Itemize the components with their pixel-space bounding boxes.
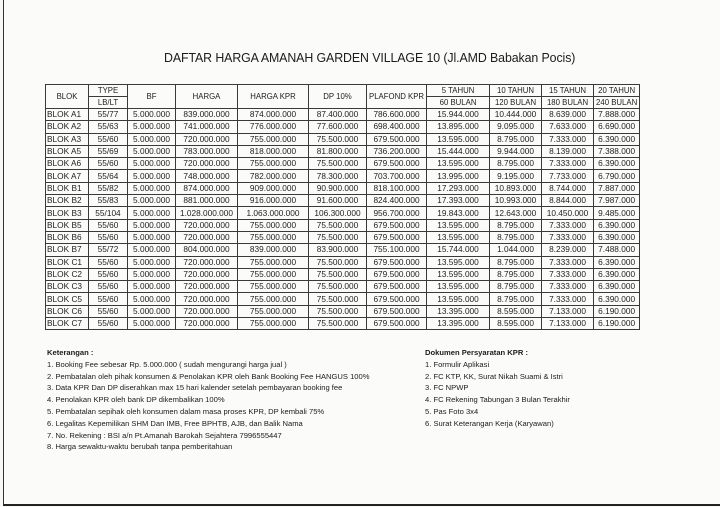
cell-15-tahun: 8.844.000 (542, 195, 594, 207)
cell-dp: 75.500.000 (309, 268, 367, 280)
cell-harga: 783.000.000 (176, 145, 238, 157)
cell-type: 55/63 (89, 121, 128, 133)
table-row (46, 109, 640, 121)
cell-15-tahun: 8.639.000 (542, 109, 594, 121)
cell-10-tahun: 8.795.000 (490, 281, 542, 293)
cell-plafond: 698.400.000 (367, 121, 427, 133)
cell-bf: 5.000.000 (128, 109, 176, 121)
cell-type: 55/60 (89, 133, 128, 145)
col-header-10-tahun: 10 TAHUN (490, 85, 542, 97)
cell-blok: BLOK C5 (46, 293, 89, 305)
col-header-60-bulan: 60 BULAN (427, 97, 490, 109)
cell-bf: 5.000.000 (128, 121, 176, 133)
cell-type: 55/60 (89, 231, 128, 243)
col-header-20-tahun: 20 TAHUN (594, 85, 640, 97)
col-header-240-bulan: 240 BULAN (594, 97, 640, 109)
cell-dp: 75.500.000 (309, 281, 367, 293)
cell-plafond: 786.600.000 (367, 109, 427, 121)
table-row (46, 256, 640, 268)
cell-10-tahun: 8.795.000 (490, 231, 542, 243)
cell-bf: 5.000.000 (128, 145, 176, 157)
table-row (46, 158, 640, 170)
cell-5-tahun: 13.595.000 (427, 281, 490, 293)
cell-20-tahun: 7.488.000 (594, 244, 640, 256)
cell-harga: 839.000.000 (176, 109, 238, 121)
cell-bf: 5.000.000 (128, 244, 176, 256)
cell-10-tahun: 1.044.000 (490, 244, 542, 256)
cell-bf: 5.000.000 (128, 182, 176, 194)
cell-10-tahun: 10.893.000 (490, 182, 542, 194)
cell-blok: BLOK A2 (46, 121, 89, 133)
cell-plafond: 679.500.000 (367, 256, 427, 268)
cell-type: 55/69 (89, 145, 128, 157)
col-header-harga: HARGA (176, 85, 238, 109)
cell-15-tahun: 7.133.000 (542, 305, 594, 317)
cell-dp: 77.600.000 (309, 121, 367, 133)
cell-plafond: 679.500.000 (367, 293, 427, 305)
cell-harga-kpr: 755.000.000 (238, 318, 309, 330)
cell-15-tahun: 7.333.000 (542, 293, 594, 305)
note-item: 7. No. Rekening : BSI a/n Pt.Amanah Barokah Sejahtera 7996555447 (47, 430, 282, 440)
cell-20-tahun: 6.390.000 (594, 281, 640, 293)
cell-5-tahun: 17.393.000 (427, 195, 490, 207)
note-item: 4. Penolakan KPR oleh bank DP dikembalikan 100% (47, 395, 225, 405)
cell-10-tahun: 8.795.000 (490, 133, 542, 145)
table-row (46, 121, 640, 133)
cell-dp: 75.500.000 (309, 305, 367, 317)
cell-15-tahun: 7.333.000 (542, 256, 594, 268)
cell-10-tahun: 8.795.000 (490, 256, 542, 268)
cell-dp: 75.500.000 (309, 133, 367, 145)
cell-bf: 5.000.000 (128, 305, 176, 317)
price-table (45, 84, 640, 330)
cell-20-tahun: 7.987.000 (594, 195, 640, 207)
header-row-1 (46, 85, 640, 97)
table-row (46, 145, 640, 157)
cell-15-tahun: 7.333.000 (542, 133, 594, 145)
cell-harga-kpr: 839.000.000 (238, 244, 309, 256)
cell-20-tahun: 6.390.000 (594, 231, 640, 243)
col-header-120-bulan: 120 BULAN (490, 97, 542, 109)
note-item: 5. Pembatalan sepihak oleh konsumen dalam masa proses KPR, DP kembali 75% (47, 406, 325, 416)
cell-type: 55/60 (89, 268, 128, 280)
document-item: 3. FC NPWP (425, 383, 469, 393)
cell-bf: 5.000.000 (128, 281, 176, 293)
cell-harga-kpr: 755.000.000 (238, 305, 309, 317)
col-header-blok: BLOK (46, 85, 89, 109)
cell-10-tahun: 8.795.000 (490, 219, 542, 231)
cell-dp: 81.800.000 (309, 145, 367, 157)
cell-bf: 5.000.000 (128, 318, 176, 330)
cell-harga-kpr: 776.000.000 (238, 121, 309, 133)
cell-harga: 720.000.000 (176, 293, 238, 305)
col-header-lb-lt: LB/LT (89, 97, 128, 109)
cell-5-tahun: 13.895.000 (427, 121, 490, 133)
cell-type: 55/60 (89, 158, 128, 170)
kpr-documents-section (425, 347, 570, 430)
cell-type: 55/60 (89, 219, 128, 231)
cell-dp: 91.600.000 (309, 195, 367, 207)
table-row (46, 170, 640, 182)
cell-harga: 881.000.000 (176, 195, 238, 207)
cell-harga-kpr: 755.000.000 (238, 133, 309, 145)
cell-blok: BLOK A6 (46, 158, 89, 170)
cell-dp: 90.900.000 (309, 182, 367, 194)
cell-20-tahun: 6.190.000 (594, 305, 640, 317)
cell-type: 55/60 (89, 293, 128, 305)
table-row (46, 318, 640, 330)
cell-dp: 75.500.000 (309, 293, 367, 305)
cell-5-tahun: 15.944.000 (427, 109, 490, 121)
cell-plafond: 679.500.000 (367, 318, 427, 330)
cell-10-tahun: 9.944.000 (490, 145, 542, 157)
cell-blok: BLOK C7 (46, 318, 89, 330)
cell-plafond: 679.500.000 (367, 281, 427, 293)
cell-5-tahun: 13.595.000 (427, 158, 490, 170)
cell-20-tahun: 6.190.000 (594, 318, 640, 330)
cell-10-tahun: 10.993.000 (490, 195, 542, 207)
cell-plafond: 956.700.000 (367, 207, 427, 219)
notes-heading: Keterangan : (47, 348, 94, 357)
cell-dp: 75.500.000 (309, 256, 367, 268)
cell-10-tahun: 9.195.000 (490, 170, 542, 182)
cell-blok: BLOK A7 (46, 170, 89, 182)
cell-blok: BLOK A3 (46, 133, 89, 145)
cell-type: 55/64 (89, 170, 128, 182)
cell-plafond: 679.500.000 (367, 133, 427, 145)
cell-harga-kpr: 755.000.000 (238, 268, 309, 280)
note-item: 6. Legalitas Kepemilikan SHM Dan IMB, Free BPHTB, AJB, dan Balik Nama (47, 418, 303, 428)
cell-dp: 75.500.000 (309, 219, 367, 231)
cell-10-tahun: 8.795.000 (490, 268, 542, 280)
cell-harga-kpr: 755.000.000 (238, 293, 309, 305)
cell-blok: BLOK C6 (46, 305, 89, 317)
cell-blok: BLOK B3 (46, 207, 89, 219)
col-header-type: TYPE (89, 85, 128, 97)
cell-bf: 5.000.000 (128, 207, 176, 219)
cell-dp: 78.300.000 (309, 170, 367, 182)
cell-blok: BLOK A5 (46, 145, 89, 157)
cell-blok: BLOK B5 (46, 219, 89, 231)
cell-10-tahun: 10.444.000 (490, 109, 542, 121)
cell-bf: 5.000.000 (128, 293, 176, 305)
document-title: DAFTAR HARGA AMANAH GARDEN VILLAGE 10 (Jl.AMD Babakan Pocis) (164, 50, 576, 65)
cell-bf: 5.000.000 (128, 231, 176, 243)
col-header-dp: DP 10% (309, 85, 367, 109)
cell-dp: 87.400.000 (309, 109, 367, 121)
cell-plafond: 824.400.000 (367, 195, 427, 207)
cell-bf: 5.000.000 (128, 133, 176, 145)
cell-5-tahun: 13.395.000 (427, 305, 490, 317)
table-row (46, 207, 640, 219)
cell-type: 55/72 (89, 244, 128, 256)
cell-plafond: 736.200.000 (367, 145, 427, 157)
cell-bf: 5.000.000 (128, 219, 176, 231)
cell-harga: 748.000.000 (176, 170, 238, 182)
table-row (46, 305, 640, 317)
cell-plafond: 679.500.000 (367, 305, 427, 317)
cell-harga: 720.000.000 (176, 133, 238, 145)
cell-type: 55/60 (89, 256, 128, 268)
cell-harga-kpr: 1.063.000.000 (238, 207, 309, 219)
cell-10-tahun: 8.795.000 (490, 293, 542, 305)
cell-20-tahun: 6.390.000 (594, 158, 640, 170)
cell-5-tahun: 17.293.000 (427, 182, 490, 194)
table-row (46, 182, 640, 194)
cell-15-tahun: 8.139.000 (542, 145, 594, 157)
cell-type: 55/82 (89, 182, 128, 194)
table-row (46, 133, 640, 145)
table-row (46, 281, 640, 293)
document-item: 2. FC KTP, KK, Surat Nikah Suami & Istri (425, 371, 563, 381)
cell-plafond: 679.500.000 (367, 231, 427, 243)
table-row (46, 195, 640, 207)
cell-blok: BLOK B1 (46, 182, 89, 194)
cell-plafond: 818.100.000 (367, 182, 427, 194)
cell-harga: 720.000.000 (176, 281, 238, 293)
cell-15-tahun: 7.333.000 (542, 231, 594, 243)
cell-blok: BLOK C2 (46, 268, 89, 280)
cell-15-tahun: 7.133.000 (542, 318, 594, 330)
cell-harga-kpr: 909.000.000 (238, 182, 309, 194)
cell-5-tahun: 13.595.000 (427, 219, 490, 231)
cell-harga-kpr: 916.000.000 (238, 195, 309, 207)
cell-10-tahun: 12.643.000 (490, 207, 542, 219)
cell-10-tahun: 8.595.000 (490, 318, 542, 330)
cell-blok: BLOK A1 (46, 109, 89, 121)
cell-20-tahun: 7.388.000 (594, 145, 640, 157)
col-header-harga-kpr: HARGA KPR (238, 85, 309, 109)
cell-5-tahun: 13.995.000 (427, 170, 490, 182)
cell-15-tahun: 8.239.000 (542, 244, 594, 256)
cell-type: 55/60 (89, 318, 128, 330)
cell-harga: 1.028.000.000 (176, 207, 238, 219)
col-header-bf: BF (128, 85, 176, 109)
cell-20-tahun: 6.390.000 (594, 219, 640, 231)
cell-15-tahun: 7.333.000 (542, 268, 594, 280)
document-item: 5. Pas Foto 3x4 (425, 406, 479, 416)
document-item: 4. FC Rekening Tabungan 3 Bulan Terakhir (425, 395, 570, 405)
cell-20-tahun: 6.790.000 (594, 170, 640, 182)
cell-type: 55/60 (89, 305, 128, 317)
cell-plafond: 755.100.000 (367, 244, 427, 256)
note-item: 3. Data KPR Dan DP diserahkan max 15 hari kalender setelah pembayaran booking fee (47, 383, 343, 393)
cell-dp: 83.900.000 (309, 244, 367, 256)
cell-bf: 5.000.000 (128, 268, 176, 280)
cell-harga-kpr: 755.000.000 (238, 158, 309, 170)
cell-plafond: 679.500.000 (367, 219, 427, 231)
cell-20-tahun: 9.485.000 (594, 207, 640, 219)
cell-15-tahun: 7.333.000 (542, 281, 594, 293)
cell-bf: 5.000.000 (128, 158, 176, 170)
cell-15-tahun: 7.333.000 (542, 158, 594, 170)
note-item: 1. Booking Fee sebesar Rp. 5.000.000 ( sudah mengurangi harga jual ) (47, 359, 287, 369)
cell-bf: 5.000.000 (128, 195, 176, 207)
cell-harga-kpr: 782.000.000 (238, 170, 309, 182)
cell-5-tahun: 13.595.000 (427, 231, 490, 243)
cell-harga-kpr: 755.000.000 (238, 281, 309, 293)
col-header-15-tahun: 15 TAHUN (542, 85, 594, 97)
cell-harga-kpr: 755.000.000 (238, 231, 309, 243)
cell-20-tahun: 6.390.000 (594, 293, 640, 305)
cell-dp: 75.500.000 (309, 158, 367, 170)
cell-blok: BLOK C3 (46, 281, 89, 293)
cell-type: 55/77 (89, 109, 128, 121)
col-header-180-bulan: 180 BULAN (542, 97, 594, 109)
cell-plafond: 679.500.000 (367, 268, 427, 280)
cell-harga: 720.000.000 (176, 256, 238, 268)
cell-20-tahun: 6.390.000 (594, 256, 640, 268)
cell-5-tahun: 15.444.000 (427, 145, 490, 157)
cell-10-tahun: 8.595.000 (490, 305, 542, 317)
cell-harga: 720.000.000 (176, 158, 238, 170)
table-row (46, 293, 640, 305)
cell-dp: 75.500.000 (309, 231, 367, 243)
cell-harga: 741.000.000 (176, 121, 238, 133)
table-row (46, 244, 640, 256)
document-item: 6. Surat Keterangan Kerja (Karyawan) (425, 418, 554, 428)
cell-10-tahun: 8.795.000 (490, 158, 542, 170)
table-row (46, 219, 640, 231)
cell-5-tahun: 13.595.000 (427, 293, 490, 305)
cell-5-tahun: 13.595.000 (427, 133, 490, 145)
cell-20-tahun: 7.888.000 (594, 109, 640, 121)
cell-harga: 720.000.000 (176, 305, 238, 317)
cell-15-tahun: 10.450.000 (542, 207, 594, 219)
price-table-body (46, 109, 640, 330)
note-item: 8. Harga sewaktu-waktu berubah tanpa pemberitahuan (47, 442, 233, 452)
cell-blok: BLOK B6 (46, 231, 89, 243)
cell-20-tahun: 6.390.000 (594, 133, 640, 145)
cell-bf: 5.000.000 (128, 256, 176, 268)
col-header-plafond: PLAFOND KPR (367, 85, 427, 109)
cell-harga-kpr: 818.000.000 (238, 145, 309, 157)
cell-15-tahun: 8.744.000 (542, 182, 594, 194)
documents-heading: Dokumen Persyaratan KPR : (425, 348, 528, 357)
cell-blok: BLOK B7 (46, 244, 89, 256)
cell-dp: 106.300.000 (309, 207, 367, 219)
cell-type: 55/60 (89, 281, 128, 293)
cell-harga: 804.000.000 (176, 244, 238, 256)
cell-harga: 874.000.000 (176, 182, 238, 194)
cell-20-tahun: 7.887.000 (594, 182, 640, 194)
cell-plafond: 679.500.000 (367, 158, 427, 170)
cell-harga: 720.000.000 (176, 318, 238, 330)
cell-harga-kpr: 755.000.000 (238, 256, 309, 268)
cell-15-tahun: 7.733.000 (542, 170, 594, 182)
cell-blok: BLOK C1 (46, 256, 89, 268)
cell-type: 55/83 (89, 195, 128, 207)
cell-dp: 75.500.000 (309, 318, 367, 330)
cell-harga: 720.000.000 (176, 231, 238, 243)
cell-5-tahun: 15.744.000 (427, 244, 490, 256)
cell-20-tahun: 6.690.000 (594, 121, 640, 133)
cell-type: 55/104 (89, 207, 128, 219)
notes-section (47, 347, 370, 453)
cell-harga: 720.000.000 (176, 219, 238, 231)
document-item: 1. Formulir Aplikasi (425, 359, 490, 369)
cell-15-tahun: 7.633.000 (542, 121, 594, 133)
cell-20-tahun: 6.390.000 (594, 268, 640, 280)
col-header-5-tahun: 5 TAHUN (427, 85, 490, 97)
cell-5-tahun: 19.843.000 (427, 207, 490, 219)
note-item: 2. Pembatalan oleh pihak konsumen & Penolakan KPR oleh Bank Booking Fee HANGUS 100% (47, 371, 370, 381)
cell-plafond: 703.700.000 (367, 170, 427, 182)
cell-harga: 720.000.000 (176, 268, 238, 280)
cell-10-tahun: 9.095.000 (490, 121, 542, 133)
cell-blok: BLOK B2 (46, 195, 89, 207)
cell-5-tahun: 13.595.000 (427, 268, 490, 280)
cell-5-tahun: 13.595.000 (427, 256, 490, 268)
table-row (46, 231, 640, 243)
cell-5-tahun: 13.395.000 (427, 318, 490, 330)
cell-bf: 5.000.000 (128, 170, 176, 182)
cell-15-tahun: 7.333.000 (542, 219, 594, 231)
cell-harga-kpr: 755.000.000 (238, 219, 309, 231)
cell-harga-kpr: 874.000.000 (238, 109, 309, 121)
table-row (46, 268, 640, 280)
